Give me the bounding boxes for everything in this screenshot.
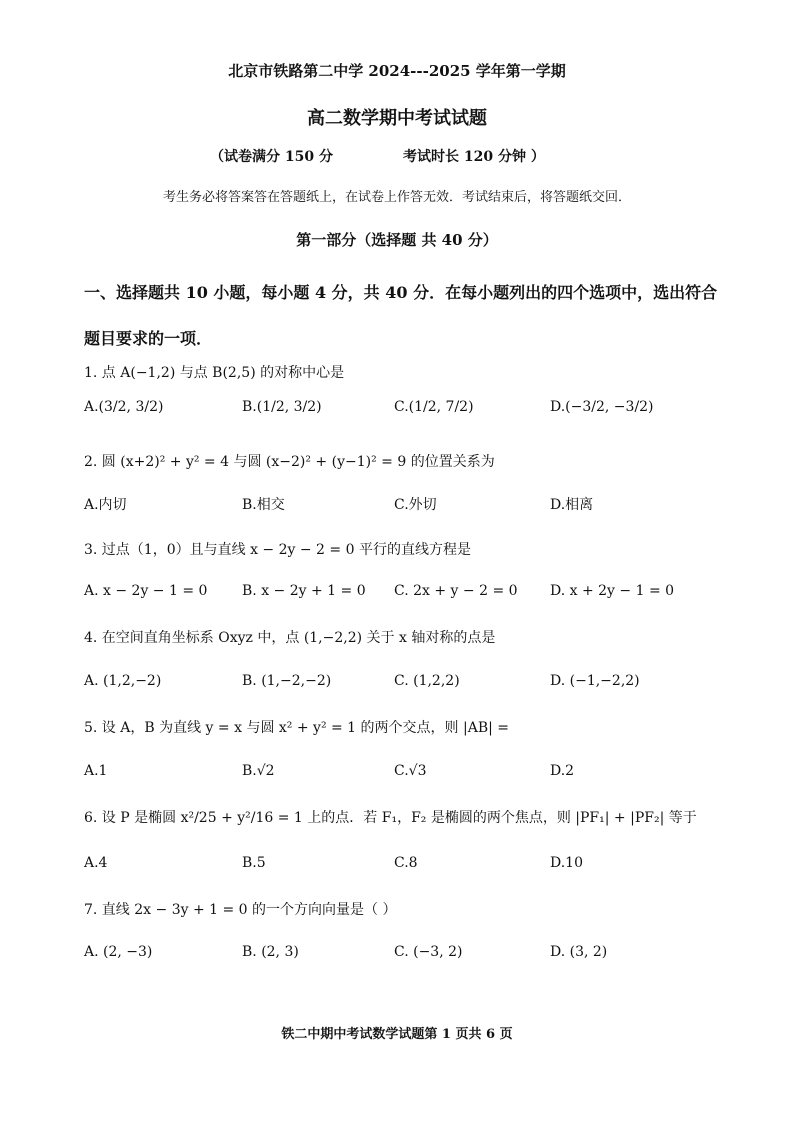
question-2-stem: 2. 圆 (x+2)² + y² = 4 与圆 (x−2)² + (y−1)² = 9 的位置关系为: [84, 454, 495, 470]
q5-option-c: C.√3: [394, 763, 427, 779]
part-title: 第一部分（选择题 共 40 分）: [296, 231, 498, 249]
q3-option-a: A. x − 2y − 1 = 0: [84, 583, 208, 599]
question-6-stem: 6. 设 P 是椭圆 x²/25 + y²/16 = 1 上的点．若 F₁，F₂ 是椭圆的两个焦点，则 |PF₁| + |PF₂| 等于: [84, 810, 697, 826]
q7-option-b: B. (2, 3): [242, 944, 299, 960]
section-instruction: 一、选择题共 10 小题，每小题 4 分，共 40 分．在每小题列出的四个选项中，选出符合题目要求的一项．: [84, 283, 718, 348]
q7-option-d: D. (3, 2): [550, 944, 608, 960]
question-7-stem: 7. 直线 2x − 3y + 1 = 0 的一个方向向量是（ ）: [84, 902, 397, 918]
q7-option-a: A. (2, −3): [84, 944, 153, 960]
q6-option-d: D.10: [550, 855, 583, 871]
exam-info: [210, 146, 545, 166]
q6-option-c: C.8: [394, 855, 418, 871]
exam-title: 高二数学期中考试试题: [307, 108, 487, 129]
q4-option-c: C. (1,2,2): [394, 673, 460, 689]
q2-option-a: A.内切: [84, 497, 127, 513]
q1-option-b: B.(1/2, 3/2): [242, 399, 322, 415]
question-1-stem: 1. 点 A(−1,2) 与点 B(2,5) 的对称中心是: [84, 365, 345, 381]
q3-option-b: B. x − 2y + 1 = 0: [242, 583, 366, 599]
question-5-options: [84, 763, 724, 793]
q2-option-c: C.外切: [394, 497, 437, 513]
q3-option-c: C. 2x + y − 2 = 0: [394, 583, 518, 599]
question-5-stem: 5. 设 A，B 为直线 y = x 与圆 x² + y² = 1 的两个交点，则 |AB| =: [84, 720, 510, 736]
q5-option-d: D.2: [550, 763, 575, 779]
q6-option-b: B.5: [242, 855, 266, 871]
question-4-stem: 4. 在空间直角坐标系 Oxyz 中，点 (1,−2,2) 关于 x 轴对称的点是: [84, 630, 496, 646]
question-1-options: [84, 399, 724, 429]
q1-option-a: A.(3/2, 3/2): [84, 399, 164, 415]
q4-option-b: B. (1,−2,−2): [242, 673, 332, 689]
q2-option-d: D.相离: [550, 497, 594, 513]
q3-option-d: D. x + 2y − 1 = 0: [550, 583, 675, 599]
q4-option-a: A. (1,2,−2): [84, 673, 162, 689]
question-3-options: [84, 583, 724, 613]
question-2-options: [84, 494, 724, 524]
question-6-options: [84, 855, 724, 885]
exam-notice: 考生务必将答案答在答题纸上，在试卷上作答无效．考试结束后，将答题纸交回．: [162, 190, 631, 205]
q2-option-b: B.相交: [242, 497, 285, 513]
page-footer: 铁二中期中考试数学试题第 1 页共 6 页: [281, 1027, 513, 1042]
question-4-options: [84, 673, 724, 703]
q1-option-c: C.(1/2, 7/2): [394, 399, 474, 415]
full-score: （试卷满分 150 分: [210, 149, 333, 165]
q7-option-c: C. (−3, 2): [394, 944, 463, 960]
q5-option-b: B.√2: [242, 763, 275, 779]
q1-option-d: D.(−3/2, −3/2): [550, 399, 654, 415]
question-7-options: [84, 944, 724, 974]
q4-option-d: D. (−1,−2,2): [550, 673, 640, 689]
exam-duration: 考试时长 120 分钟 ）: [402, 149, 545, 165]
question-3-stem: 3. 过点（1，0）且与直线 x − 2y − 2 = 0 平行的直线方程是: [84, 542, 471, 558]
q5-option-a: A.1: [84, 763, 108, 779]
school-term-title: 北京市铁路第二中学 2024---2025 学年第一学期: [228, 62, 566, 80]
q6-option-a: A.4: [84, 855, 108, 871]
